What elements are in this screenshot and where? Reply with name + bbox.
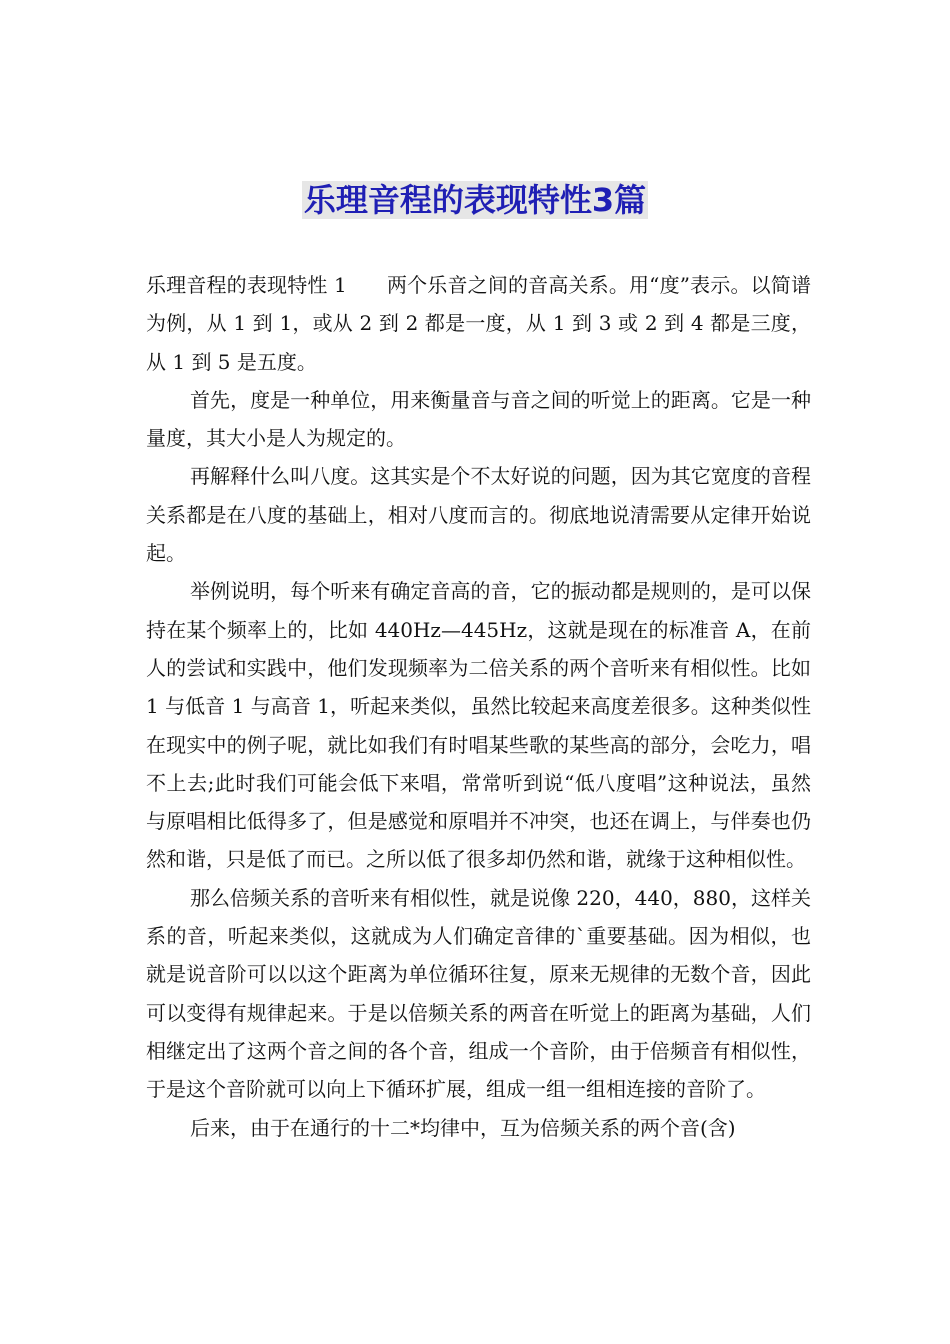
document-body (146, 266, 811, 1147)
document-title-text: 乐理音程的表现特性3篇 (303, 181, 647, 219)
paragraph-2: 首先，度是一种单位，用来衡量音与音之间的听觉上的距离。它是一种量度，其大小是人为规定的。 (146, 387, 811, 451)
paragraph-6: 后来，由于在通行的十二*均律中，互为倍频关系的两个音(含) (190, 1115, 736, 1140)
paragraph-4: 举例说明，每个听来有确定音高的音，它的振动都是规则的，是可以保持在某个频率上的，比如 440Hz—445Hz，这就是现在的标准音 A，在前人的尝试和实践中，他们发现频率为二倍关系的两个音听来有相似性。比如 1 与低音 1 与高音 1，听起来类似，虽然比较起来高度差很多。这种类似性在现实中的例子呢，就比如我们有时唱某些歌的某些高的部分，会吃力，唱不上去;此时我们可能会低下来唱，常常听到说“低八度唱”这种说法，虽然与原唱相比低得多了，但是感觉和原唱并不冲突，也还在调上，与伴奏也仍然和谐，只是低了而已。之所以低了很多却仍然和谐，就缘于这种相似性。 (146, 579, 811, 872)
paragraph-3: 再解释什么叫八度。这其实是个不太好说的问题，因为其它宽度的音程关系都是在八度的基础上，相对八度而言的。彻底地说清需要从定律开始说起。 (146, 464, 811, 566)
document-title (0, 178, 950, 222)
paragraph-1-text: 两个乐音之间的音高关系。用“度”表示。以简谱为例，从 1 到 1，或从 2 到 2 都是一度，从 1 到 3 或 2 到 4 都是三度，从 1 到 5 是五度。 (146, 273, 811, 374)
paragraph-5: 那么倍频关系的音听来有相似性，就是说像 220，440，880，这样关系的音，听起来类似，这就成为人们确定音律的`重要基础。因为相似，也就是说音阶可以以这个距离为单位循环往复，原来无规律的无数个音，因此可以变得有规律起来。于是以倍频关系的两音在听觉上的距离为基础，人们相继定出了这两个音之间的各个音，组成一个音阶，由于倍频音有相似性，于是这个音阶就可以向上下循环扩展，组成一组一组相连接的音阶了。 (146, 885, 811, 1102)
section-heading: 乐理音程的表现特性 1 (146, 273, 347, 297)
paragraph-1 (146, 266, 811, 381)
